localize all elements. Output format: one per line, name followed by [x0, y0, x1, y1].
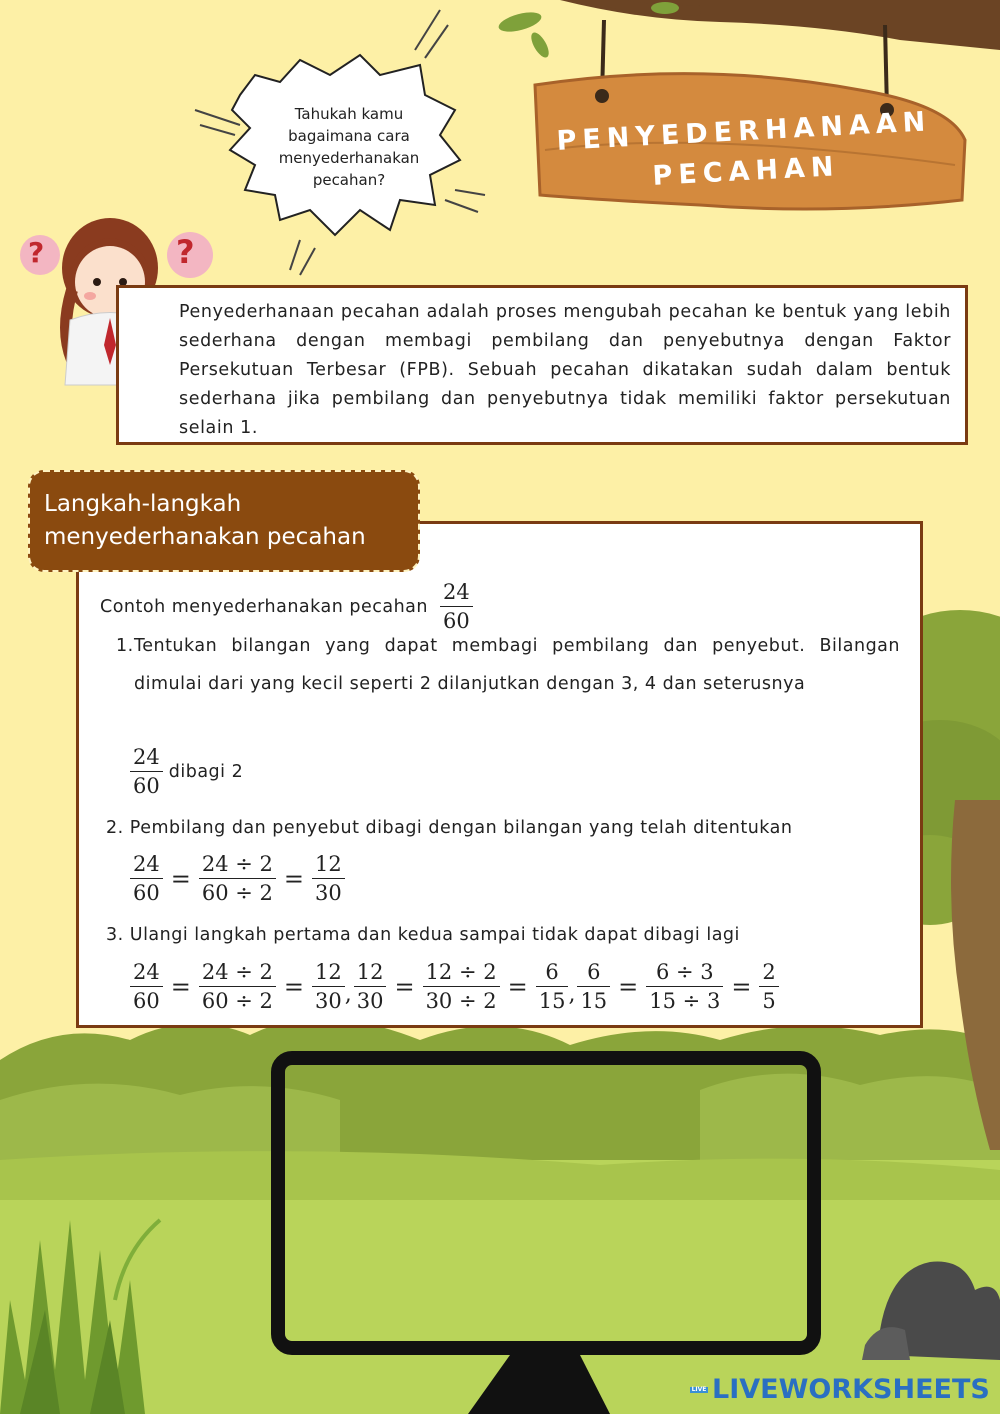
- speech-text: Tahukah kamu bagaimana cara menyederhanakan pecahan?: [278, 105, 420, 189]
- eq3-fraction-6: $\frac{6}{15}$: [536, 960, 569, 1013]
- example-line: [100, 580, 473, 633]
- fraction-denominator: 60: [443, 609, 470, 634]
- intro-box: [116, 285, 968, 445]
- liveworksheets-watermark[interactable]: [690, 1374, 990, 1405]
- example-text: Contoh menyederhanakan pecahan: [100, 596, 428, 617]
- title-line-1: PENYEDERHANAAN: [555, 106, 932, 157]
- fraction-numerator: 24: [443, 580, 470, 604]
- comma: ,: [568, 982, 576, 1008]
- step-1-number: 1.: [116, 636, 134, 656]
- equals-sign: =: [170, 864, 191, 893]
- step-2-equation: [130, 852, 345, 905]
- eq3-fraction-1: $\frac{24}{60}$: [130, 960, 163, 1013]
- step-1-example: [130, 745, 243, 798]
- equals-sign: =: [394, 972, 415, 1001]
- equals-sign: =: [283, 972, 304, 1001]
- eq3-fraction-5: $\frac{12 \div 2}{30 \div 2}$: [423, 960, 500, 1013]
- step-1-text: Tentukan bilangan yang dapat membagi pembilang dan penyebut. Bilangan dimulai dari yang kecil seperti 2 dilanjutkan dengan 3, 4 dan seterusnya: [134, 636, 900, 694]
- step-2-text: 2. Pembilang dan penyebut dibagi dengan bilangan yang telah ditentukan: [106, 818, 793, 838]
- step-1: [116, 636, 900, 703]
- step-1-note: dibagi 2: [168, 761, 244, 782]
- eq3-fraction-7: $\frac{6}{15}$: [577, 960, 610, 1013]
- title-line-2: PECAHAN: [651, 151, 841, 192]
- fraction-denominator: 60: [133, 774, 160, 799]
- eq3-fraction-8: $\frac{6 \div 3}{15 \div 3}$: [646, 960, 723, 1013]
- example-fraction: [440, 580, 473, 633]
- intro-text: Penyederhanaan pecahan adalah proses mengubah pecahan ke bentuk yang lebih sederhana dengan membagi pembilang dan penyebutnya dengan Faktor Persekutuan Terbesar (FPB). Sebuah pecahan dikatakan sudah dalam bentuk sederhana jika pembilang dan penyebutnya tidak memiliki faktor persekutuan selain 1.: [179, 302, 951, 438]
- step-3-text: 3. Ulangi langkah pertama dan kedua sampai tidak dapat dibagi lagi: [106, 925, 740, 945]
- comma: ,: [344, 982, 352, 1008]
- equals-sign: =: [618, 972, 639, 1001]
- equals-sign: =: [170, 972, 191, 1001]
- equals-sign: =: [283, 864, 304, 893]
- steps-label-line-2: menyederhanakan pecahan: [44, 524, 366, 550]
- leaf: [497, 9, 544, 36]
- eq2-fraction-2: $\frac{24 \div 2}{60 \div 2}$: [199, 852, 276, 905]
- question-mark-left: ?: [28, 236, 45, 269]
- eq3-fraction-2: $\frac{24 \div 2}{60 \div 2}$: [199, 960, 276, 1013]
- equals-sign: =: [507, 972, 528, 1001]
- liveworksheets-logo-icon: LIVE: [691, 1385, 707, 1393]
- eq2-fraction-3: $\frac{12}{30}$: [312, 852, 345, 905]
- liveworksheets-brand: LIVEWORKSHEETS: [712, 1374, 990, 1405]
- question-mark-right: ?: [176, 233, 195, 271]
- eq3-fraction-9: $\frac{2}{5}$: [759, 960, 778, 1013]
- equals-sign: =: [731, 972, 752, 1001]
- steps-label-line-1: Langkah-langkah: [44, 491, 242, 517]
- steps-label: [28, 470, 420, 572]
- eq2-fraction-1: $\frac{24}{60}$: [130, 852, 163, 905]
- eq3-fraction-4: $\frac{12}{30}$: [354, 960, 387, 1013]
- step-1-fraction: [130, 745, 163, 798]
- fraction-numerator: 24: [133, 745, 160, 769]
- step-3-equation: [130, 960, 779, 1013]
- eq3-fraction-3: $\frac{12}{30}$: [312, 960, 345, 1013]
